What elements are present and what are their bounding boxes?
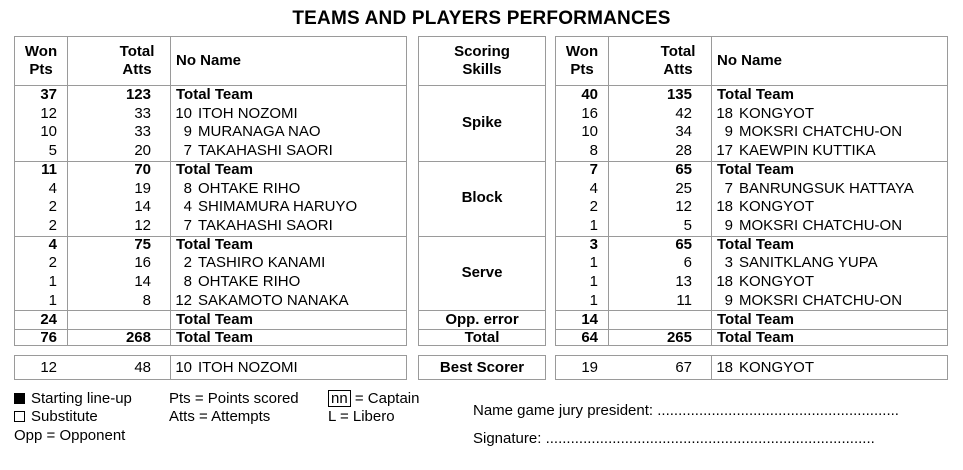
player-name: MOKSRI CHATCHU-ON [739,216,903,234]
best-scorer-label-box [418,355,546,380]
won-pts-cell: 4 [48,235,57,253]
total-atts-cell: 65 [675,160,692,178]
header-total: Total [119,43,155,60]
total-atts-cell: 33 [134,104,151,122]
player-name: SHIMAMURA HARUYO [198,198,358,216]
player-number: 9 [724,291,733,309]
total-atts: 265 [666,329,692,347]
total-atts-cell: 33 [134,123,151,141]
total-atts-cell: 19 [134,179,151,197]
total-atts-cell: 11 [676,291,692,309]
player-name: ITOH NOZOMI [198,104,298,122]
won-pts-cell: 1 [48,291,57,309]
opp-error-label: Total Team [717,311,794,329]
total-atts-cell: 13 [675,273,692,290]
total-atts-cell: 6 [683,254,692,272]
total-atts-cell: 16 [134,254,151,272]
total-pts: 64 [581,329,598,347]
player-number: 18 [716,104,733,122]
player-number: 8 [183,179,192,197]
won-pts-cell: 2 [589,198,598,216]
legend-opponent: Opp = Opponent [14,427,126,444]
won-pts-cell: 1 [589,291,598,309]
total-atts-cell: 28 [675,142,692,160]
page-title: TEAMS AND PLAYERS PERFORMANCES [292,8,671,29]
won-pts-cell: 2 [48,216,57,234]
table-divider [67,37,68,345]
header-pts: Pts [570,61,594,78]
player-name: MOKSRI CHATCHU-ON [739,291,903,309]
best-atts: 48 [134,359,151,376]
best-name: ITOH NOZOMI [198,359,298,376]
won-pts-cell: 2 [48,254,57,272]
best-name: KONGYOT [739,359,815,376]
player-number: 9 [724,123,733,141]
header-won: Won [24,43,58,60]
player-number: 9 [183,123,192,141]
header-atts: Atts [122,61,152,78]
signature-field[interactable]: ............................................................................... [545,430,875,447]
header-won-pts [556,43,608,79]
header-atts: Atts [663,61,693,78]
total-atts-cell: 135 [666,86,692,103]
table-divider [608,37,609,345]
won-pts-cell: 4 [48,179,57,197]
signature-line: Signature: ............................................................................... [473,430,875,447]
header-won-pts [15,43,67,79]
won-pts-cell: 3 [589,235,598,253]
total-atts-cell: 12 [675,198,692,216]
won-pts-cell: 11 [41,160,57,178]
header-pts: Pts [29,61,53,78]
header-skills: Skills [462,61,502,78]
total-atts-cell: 42 [675,104,692,122]
won-pts-cell: 1 [589,216,598,234]
total-atts-cell: 25 [675,179,692,197]
player-name: SAKAMOTO NANAKA [198,291,349,309]
player-name: MOKSRI CHATCHU-ON [739,123,903,141]
player-number: 7 [183,142,192,160]
header-no-name: No Name [717,52,783,69]
opp-error-label: Total Team [176,311,253,329]
player-name: SANITKLANG YUPA [739,254,878,272]
total-atts-cell: 65 [675,235,692,253]
player-number: 12 [175,291,192,309]
header-total-atts [652,43,704,79]
player-name: TASHIRO KANAMI [198,254,326,272]
team-total-label: Total Team [176,160,253,178]
scoring-skills-table [418,36,546,346]
won-pts-cell: 1 [48,273,57,290]
legend-pts: Pts = Points scored [169,390,299,407]
opp-error-pts: 14 [581,311,598,329]
table-divider [419,85,545,86]
player-name: KONGYOT [739,198,815,216]
jury-president-line: Name game jury president: .......................................................... [473,402,899,419]
team-left-table [14,36,407,346]
player-number: 4 [183,198,192,216]
player-name: TAKAHASHI SAORI [198,216,333,234]
skill-label: Serve [461,264,503,281]
best-number: 18 [716,359,733,376]
total-atts-cell: 14 [134,198,151,216]
won-pts-cell: 8 [589,142,598,160]
best-scorer-label: Best Scorer [439,359,525,376]
header-scoring: Scoring [454,43,510,60]
empty-square-icon [14,411,25,422]
player-name: KONGYOT [739,273,815,290]
total-atts-cell: 14 [134,273,151,290]
best-scorer-right [555,355,948,380]
player-name: MURANAGA NAO [198,123,321,141]
total-atts-cell: 75 [134,235,151,253]
player-number: 18 [716,198,733,216]
won-pts-cell: 2 [48,198,57,216]
player-number: 17 [716,142,733,160]
won-pts-cell: 10 [40,123,57,141]
skill-label: Block [461,189,503,207]
best-number: 10 [175,359,192,376]
best-scorer-left [14,355,407,380]
player-number: 7 [724,179,733,197]
captain-box: nn [328,390,351,407]
won-pts-cell: 12 [40,104,57,122]
won-pts-cell: 40 [581,86,598,103]
player-number: 7 [183,216,192,234]
team-right-table [555,36,948,346]
team-total-label: Total Team [717,86,794,103]
team-total-label: Total Team [717,235,794,253]
player-name: KAEWPIN KUTTIKA [739,142,876,160]
player-number: 18 [716,273,733,290]
total-pts: 76 [40,329,57,347]
player-number: 9 [724,216,733,234]
won-pts-cell: 10 [581,123,598,141]
total-skill-label: Total [464,329,500,347]
total-atts-cell: 5 [683,216,692,234]
won-pts-cell: 4 [589,179,598,197]
best-pts: 12 [40,359,57,376]
player-name: KONGYOT [739,104,815,122]
best-pts: 19 [581,359,598,376]
header-total: Total [660,43,696,60]
total-label: Total Team [717,329,794,347]
legend-atts: Atts = Attempts [169,408,271,425]
header-total-atts [111,43,163,79]
skill-label: Spike [461,114,503,132]
player-number: 3 [724,254,733,272]
won-pts-cell: 16 [581,104,598,122]
legend-libero: L = Libero [328,408,395,425]
won-pts-cell: 37 [40,86,57,103]
best-atts: 67 [675,359,692,376]
opp-error-pts: 24 [40,311,57,329]
total-atts: 268 [125,329,151,347]
table-divider [419,236,545,237]
header-scoring-skills [419,43,545,79]
opp-error-skill-label: Opp. error [445,311,519,329]
filled-square-icon [14,393,25,404]
total-atts-cell: 12 [134,216,151,234]
total-atts-cell: 123 [125,86,151,103]
total-atts-cell: 20 [134,142,151,160]
table-divider [419,161,545,162]
player-number: 8 [183,273,192,290]
header-won: Won [565,43,599,60]
legend-substitute: Substitute [14,408,98,426]
won-pts-cell: 7 [589,160,598,178]
team-total-label: Total Team [176,86,253,103]
player-number: 2 [183,254,192,272]
player-name: OHTAKE RIHO [198,273,301,290]
won-pts-cell: 5 [48,142,57,160]
team-total-label: Total Team [717,160,794,178]
legend-captain: nn = Captain [328,390,419,408]
jury-president-field[interactable]: .......................................................... [657,402,899,419]
player-name: OHTAKE RIHO [198,179,301,197]
player-name: TAKAHASHI SAORI [198,142,333,160]
total-atts-cell: 34 [675,123,692,141]
total-atts-cell: 8 [142,291,151,309]
won-pts-cell: 1 [589,273,598,290]
header-no-name: No Name [176,52,242,69]
total-atts-cell: 70 [134,160,151,178]
legend-starting: Starting line-up [14,390,132,408]
team-total-label: Total Team [176,235,253,253]
player-name: BANRUNGSUK HATTAYA [739,179,914,197]
total-label: Total Team [176,329,253,347]
won-pts-cell: 1 [589,254,598,272]
player-number: 10 [175,104,192,122]
